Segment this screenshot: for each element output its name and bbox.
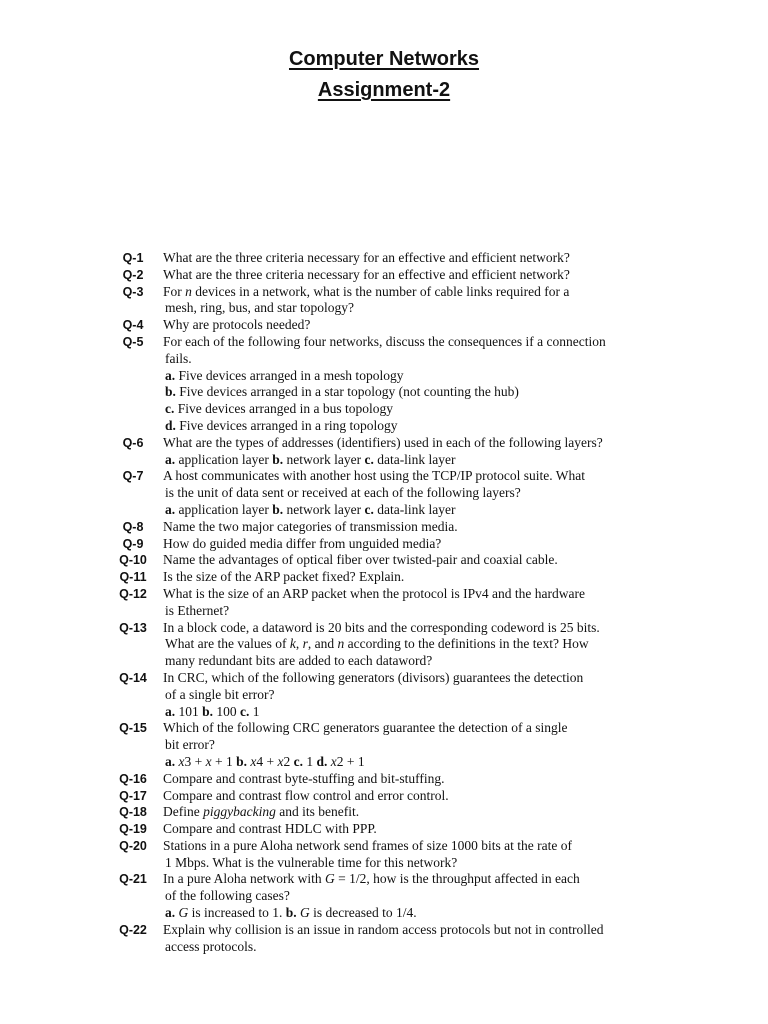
question-number: Q-6 (122, 435, 144, 450)
question-line: is the unit of data sent or received at each of the following layers? (165, 485, 521, 501)
question-line: a. 101 b. 100 c. 1 (165, 703, 260, 719)
document-title: Computer Networks (288, 48, 480, 70)
question-text (163, 922, 660, 956)
question-text (163, 620, 660, 670)
question-line: Why are protocols needed? (163, 317, 311, 333)
question-item (100, 267, 660, 284)
question-item (100, 334, 660, 435)
question-text (163, 720, 660, 770)
question-number: Q-2 (122, 267, 144, 282)
question-text (163, 334, 660, 435)
question-item (100, 435, 660, 469)
question-number: Q-16 (119, 771, 147, 786)
question-text (163, 435, 660, 469)
question-item (100, 771, 660, 788)
question-line: What are the three criteria necessary for an effective and efficient network? (163, 250, 570, 265)
question-item (100, 317, 660, 334)
question-number: Q-18 (119, 805, 147, 820)
question-text (163, 586, 660, 620)
question-number: Q-17 (119, 788, 147, 803)
question-line: For each of the following four networks, discuss the consequences if a connection (163, 333, 606, 349)
question-line: a. x3 + x + 1 b. x4 + x2 c. 1 d. x2 + 1 (165, 753, 365, 769)
question-item (100, 569, 660, 586)
question-line: Name the advantages of optical fiber over twisted-pair and coaxial cable. (163, 552, 558, 568)
question-line: a. G is increased to 1. b. G is decreased to 1/4. (165, 905, 417, 921)
question-number: Q-1 (122, 251, 144, 265)
question-line: What is the size of an ARP packet when the protocol is IPv4 and the hardware (163, 585, 586, 601)
question-text (163, 519, 660, 536)
question-line: Which of the following CRC generators guarantee the detection of a single (163, 720, 568, 736)
question-line: For n devices in a network, what is the number of cable links required for a (163, 283, 570, 299)
question-item (100, 468, 660, 518)
question-line: of a single bit error? (165, 686, 275, 702)
question-number: Q-20 (119, 838, 147, 853)
question-item (100, 804, 660, 821)
question-line: of the following cases? (165, 888, 290, 904)
question-text (163, 569, 660, 586)
question-line: Stations in a pure Aloha network send frames of size 1000 bits at the rate of (163, 837, 573, 853)
question-number: Q-14 (119, 670, 147, 685)
question-line: bit error? (165, 737, 215, 753)
question-line: Compare and contrast HDLC with PPP. (163, 821, 377, 837)
question-item (100, 838, 660, 872)
question-number: Q-7 (122, 469, 144, 484)
question-item (100, 536, 660, 553)
question-text (163, 771, 660, 788)
question-line: mesh, ring, bus, and star topology? (165, 300, 354, 316)
question-text (163, 284, 660, 318)
question-line: Define piggybacking and its benefit. (163, 804, 360, 820)
question-line: In a block code, a dataword is 20 bits and the corresponding codeword is 25 bits. (163, 619, 600, 635)
question-line: b. Five devices arranged in a star topology (not counting the hub) (165, 384, 519, 400)
question-text (163, 838, 660, 872)
question-number: Q-9 (122, 536, 144, 551)
question-text (163, 871, 660, 921)
question-line: Is the size of the ARP packet fixed? Explain. (163, 569, 405, 585)
question-line: c. Five devices arranged in a bus topology (165, 401, 393, 417)
question-number: Q-3 (122, 284, 144, 299)
question-line: Name the two major categories of transmission media. (163, 518, 458, 534)
question-item (100, 519, 660, 536)
question-item (100, 552, 660, 569)
question-line: What are the types of addresses (identifiers) used in each of the following layers? (163, 434, 603, 450)
question-text (163, 670, 660, 720)
question-number: Q-8 (122, 519, 144, 534)
question-item (100, 250, 660, 267)
document-subtitle: Assignment-2 (317, 79, 451, 101)
question-item (100, 922, 660, 956)
question-text (163, 536, 660, 553)
question-line: a. application layer b. network layer c. data-link layer (165, 501, 456, 517)
question-item (100, 788, 660, 805)
question-item (100, 620, 660, 670)
question-item (100, 871, 660, 921)
question-list (100, 250, 660, 955)
question-number: Q-15 (119, 721, 147, 736)
question-text (163, 250, 660, 267)
question-line: Compare and contrast byte-stuffing and bit-stuffing. (163, 770, 445, 786)
question-line: A host communicates with another host using the TCP/IP protocol suite. What (163, 468, 585, 484)
question-line: How do guided media differ from unguided media? (163, 535, 442, 551)
question-line: many redundant bits are added to each dataword? (165, 653, 433, 669)
question-line: d. Five devices arranged in a ring topology (165, 417, 398, 433)
question-item (100, 720, 660, 770)
question-text (163, 821, 660, 838)
question-line: 1 Mbps. What is the vulnerable time for this network? (165, 854, 458, 870)
question-text (163, 552, 660, 569)
question-number: Q-5 (122, 334, 144, 349)
question-text (163, 317, 660, 334)
question-item (100, 284, 660, 318)
question-line: access protocols. (165, 938, 257, 954)
question-number: Q-11 (119, 570, 147, 585)
question-item (100, 586, 660, 620)
question-item (100, 821, 660, 838)
question-line: In a pure Aloha network with G = 1/2, how is the throughput affected in each (163, 871, 580, 887)
question-number: Q-4 (122, 318, 144, 333)
question-text (163, 468, 660, 518)
question-text (163, 804, 660, 821)
question-line: In CRC, which of the following generators (divisors) guarantees the detection (163, 669, 584, 685)
question-line: a. Five devices arranged in a mesh topology (165, 367, 404, 383)
question-line: What are the three criteria necessary for an effective and efficient network? (163, 266, 570, 282)
question-text (163, 267, 660, 284)
question-number: Q-22 (119, 922, 147, 937)
question-number: Q-13 (119, 620, 147, 635)
question-line: fails. (165, 350, 192, 366)
question-number: Q-21 (119, 872, 147, 887)
question-number: Q-19 (119, 822, 147, 837)
question-number: Q-10 (119, 553, 147, 568)
question-line: Compare and contrast flow control and error control. (163, 787, 449, 803)
question-line: a. application layer b. network layer c. data-link layer (165, 451, 456, 467)
question-line: is Ethernet? (165, 602, 230, 618)
question-line: What are the values of k, r, and n according to the definitions in the text? How (165, 636, 589, 652)
question-text (163, 788, 660, 805)
question-number: Q-12 (119, 586, 147, 601)
question-item (100, 670, 660, 720)
question-line: Explain why collision is an issue in random access protocols but not in controlled (163, 921, 604, 937)
